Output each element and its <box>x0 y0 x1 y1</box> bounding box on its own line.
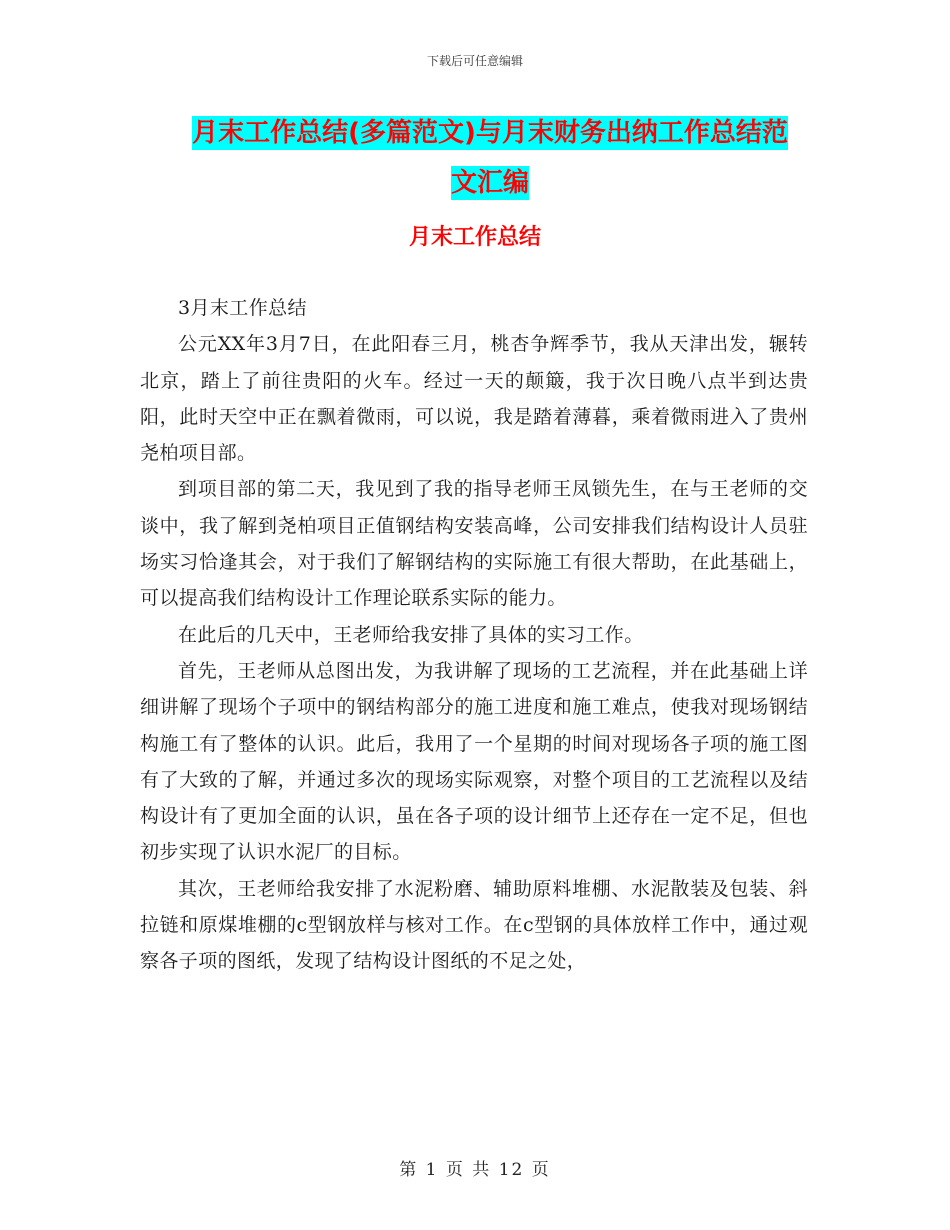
paragraph: 首先，王老师从总图出发，为我讲解了现场的工艺流程，并在此基础上详细讲解了现场个子项中的钢结构部分的施工进度和施工难点，使我对现场钢结构施工有了整体的认识。此后，我用了一个星期的时间对现场各子项的施工图有了大致的了解，并通过多次的现场实际观察，对整个项目的工艺流程以及结构设计有了更加全面的认识，虽在各子项的设计细节上还存在一定不足，但也初步实现了认识水泥厂的目标。 <box>140 659 808 864</box>
header-note: 下载后可任意编辑 <box>426 54 523 68</box>
paragraph: 公元XX年3月7日，在此阳春三月，桃杏争辉季节，我从天津出发，辗转北京，踏上了前往贵阳的火车。经过一天的颠簸，我于次日晚八点半到达贵阳，此时天空中正在飘着微雨，可以说，我是踏着薄暮，乘着微雨进入了贵州尧柏项目部。 <box>140 333 808 465</box>
paragraph: 到项目部的第二天，我见到了我的指导老师王凤锁先生，在与王老师的交谈中，我了解到尧柏项目正值钢结构安装高峰，公司安排我们结构设计人员驻场实习恰逢其会，对于我们了解钢结构的实际施工有很大帮助，在此基础上，可以提高我们结构设计工作理论联系实际的能力。 <box>140 478 808 610</box>
document-body <box>140 290 808 980</box>
paragraph: 3月末工作总结 <box>178 297 307 319</box>
document-title <box>140 108 840 208</box>
paragraph: 在此后的几天中，王老师给我安排了具体的实习工作。 <box>178 623 644 646</box>
document-title-line-1: 月末工作总结(多篇范文)与月末财务出纳工作总结范 <box>192 118 788 148</box>
page-number: 第 1 页 共 12 页 <box>399 1160 551 1180</box>
document-title-line-2: 文汇编 <box>450 168 529 198</box>
paragraph: 其次，王老师给我安排了水泥粉磨、辅助原料堆棚、水泥散装及包装、斜拉链和原煤堆棚的c型钢放样与核对工作。在c型钢的具体放样工作中，通过观察各子项的图纸，发现了结构设计图纸的不足之处， <box>140 877 808 973</box>
section-title: 月末工作总结 <box>408 225 541 250</box>
